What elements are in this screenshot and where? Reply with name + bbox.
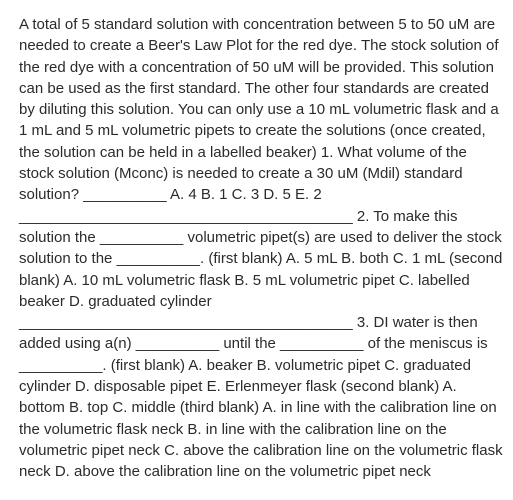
question-text: A total of 5 standard solution with concentration between 5 to 50 uM are needed to create a Beer's Law Plot for the red dye. The stock solution of the red dye with a concentration of 50 uM will be provided. This solution can be used as the first standard. The other four standards are created by diluting this solution. You can only use a 10 mL volumetric flask and a 1 mL and 5 mL volumetric pipets to create the solutions (once created, the solution can be held in a labelled beaker) 1. What volume of the stock solution (Mconc) is needed to create a 30 uM (Mdil) standard solution? __________ A. 4 B. 1 C. 3 D. 5 E. 2 ________________________________________ 2. To make this solution the __________ volumetric pipet(s) are used to deliver the stock solution to the __________. (first blank) A. 5 mL B. both C. 1 mL (second blank) A. 10 mL volumetric flask B. 5 mL volumetric pipet C. labelled beaker D. graduated cylinder ________________________________________ 3. DI water is then added using a(n) __________ until the __________ of the meniscus is __________. (first blank) A. beaker B. volumetric pipet C. graduated cylinder D. disposable pipet E. Erlenmeyer flask (second blank) A. bottom B. top C. middle (third blank) A. in line with the calibration line on the volumetric flask neck B. in line with the calibration line on the volumetric pipet neck C. above the calibration line on the volumetric flask neck D. above the calibration line on the volumetric pipet neck xyxy=(19,16,503,481)
